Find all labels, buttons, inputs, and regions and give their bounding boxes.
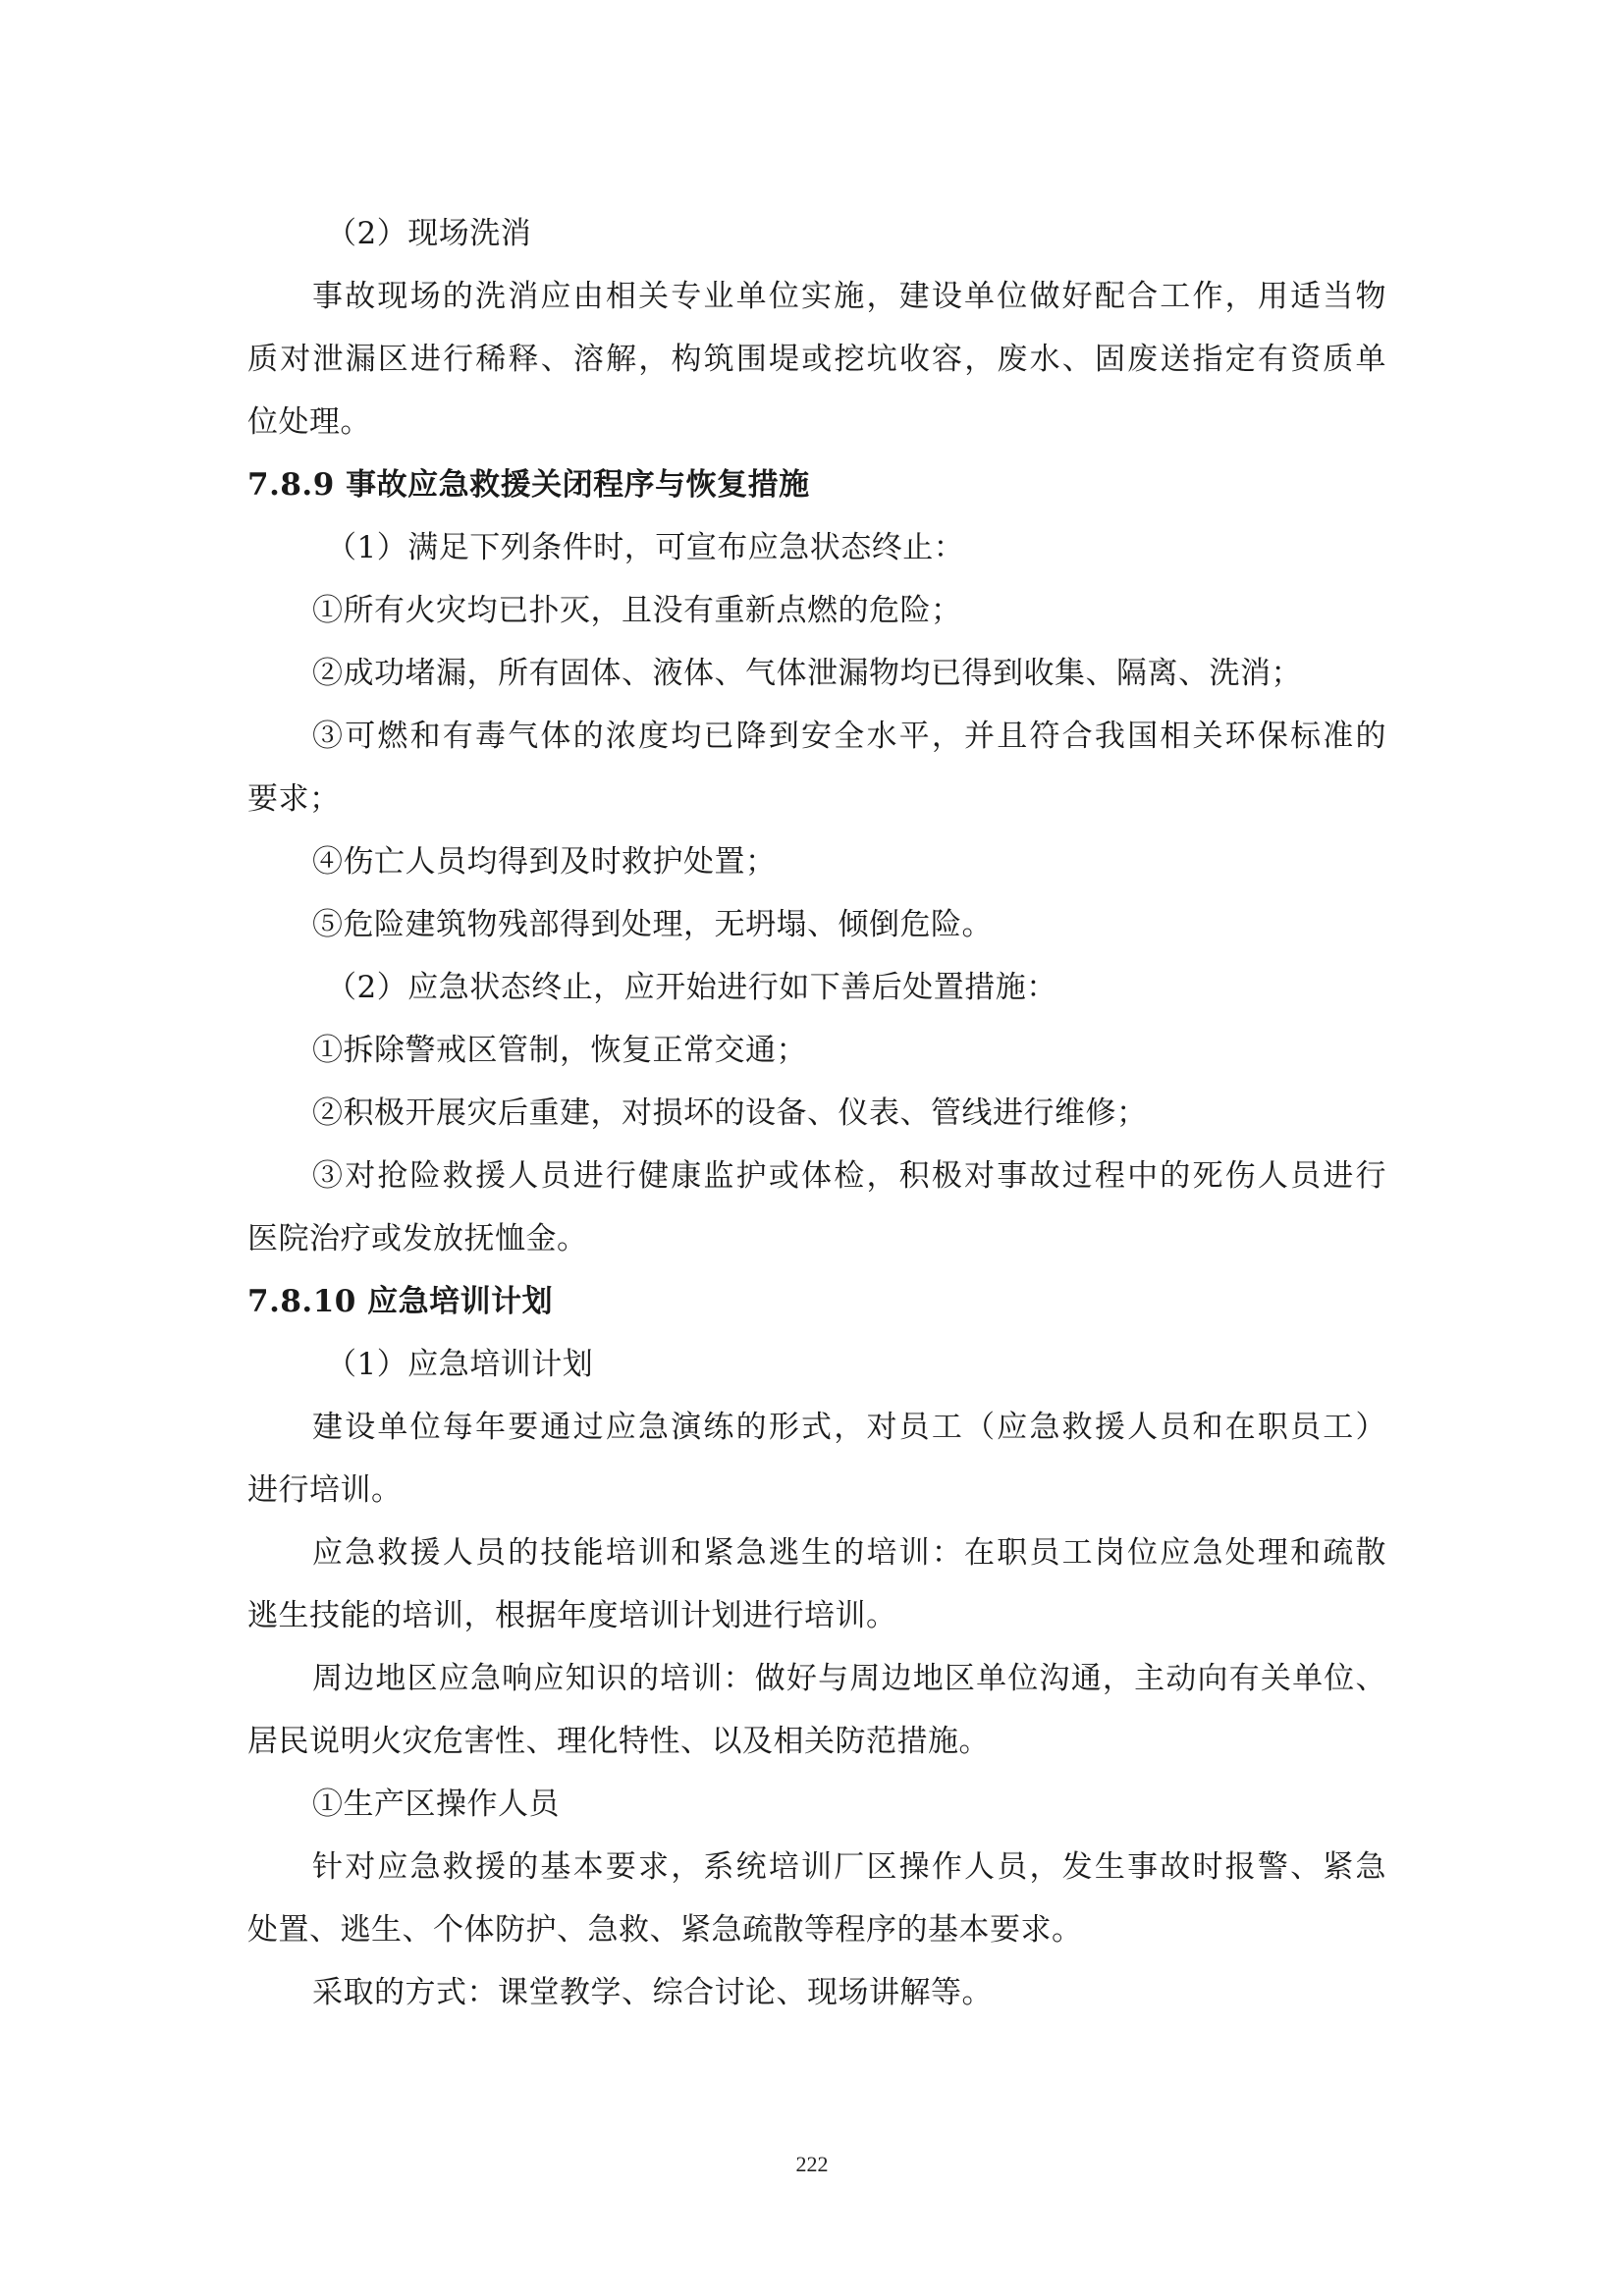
condition-item: ①所有火灾均已扑灭，且没有重新点燃的危险； (312, 593, 962, 628)
subsection-label-on-site-decontamination: （2）现场洗消 (326, 216, 532, 251)
sub-item-label: ①生产区操作人员 (312, 1787, 560, 1822)
paragraph-line: 事故现场的洗消应由相关专业单位实施，建设单位做好配合工作，用适当物 (312, 279, 1386, 314)
paragraph-line: 质对泄漏区进行稀释、溶解，构筑围堤或挖坑收容，废水、固废送指定有资质单 (247, 342, 1386, 377)
paragraph-line: 应急救援人员的技能培训和紧急逃生的培训：在职员工岗位应急处理和疏散 (312, 1535, 1386, 1571)
measure-item-continued: 医院治疗或发放抚恤金。 (247, 1221, 588, 1256)
condition-item: ③可燃和有毒气体的浓度均已降到安全水平，并且符合我国相关环保标准的 (312, 719, 1386, 754)
page-number: 222 (795, 2152, 829, 2176)
measure-item: ③对抢险救援人员进行健康监护或体检，积极对事故过程中的死伤人员进行 (312, 1158, 1386, 1194)
item-label: （2）应急状态终止，应开始进行如下善后处置措施： (326, 970, 1057, 1005)
paragraph-line: 建设单位每年要通过应急演练的形式，对员工（应急救援人员和在职员工） (312, 1410, 1386, 1445)
measure-item: ②积极开展灾后重建，对损坏的设备、仪表、管线进行维修； (312, 1095, 1148, 1131)
paragraph-line: 居民说明火灾危害性、理化特性、以及相关防范措施。 (247, 1724, 990, 1759)
paragraph-line: 位处理。 (247, 404, 371, 440)
condition-item: ②成功堵漏，所有固体、液体、气体泄漏物均已得到收集、隔离、洗消； (312, 656, 1302, 691)
paragraph-line: 处置、逃生、个体防护、急救、紧急疏散等程序的基本要求。 (247, 1912, 1083, 1948)
condition-item-continued: 要求； (247, 781, 341, 817)
paragraph-line: 针对应急救援的基本要求，系统培训厂区操作人员，发生事故时报警、紧急 (312, 1849, 1386, 1885)
condition-item: ④伤亡人员均得到及时救护处置； (312, 844, 777, 880)
paragraph-line: 进行培训。 (247, 1472, 403, 1508)
measure-item: ①拆除警戒区管制，恢复正常交通； (312, 1033, 807, 1068)
section-heading-7-8-10: 7.8.10 应急培训计划 (247, 1284, 554, 1319)
section-heading-7-8-9: 7.8.9 事故应急救援关闭程序与恢复措施 (247, 467, 810, 503)
condition-item: ⑤危险建筑物残部得到处理，无坍塌、倾倒危险。 (312, 907, 993, 942)
paragraph-line: 逃生技能的培训，根据年度培训计划进行培训。 (247, 1598, 897, 1633)
item-label: （1）满足下列条件时，可宣布应急状态终止： (326, 530, 965, 565)
paragraph-line: 周边地区应急响应知识的培训：做好与周边地区单位沟通，主动向有关单位、 (312, 1661, 1386, 1696)
paragraph-line: 采取的方式：课堂教学、综合讨论、现场讲解等。 (312, 1975, 993, 2010)
item-label: （1）应急培训计划 (326, 1347, 594, 1382)
